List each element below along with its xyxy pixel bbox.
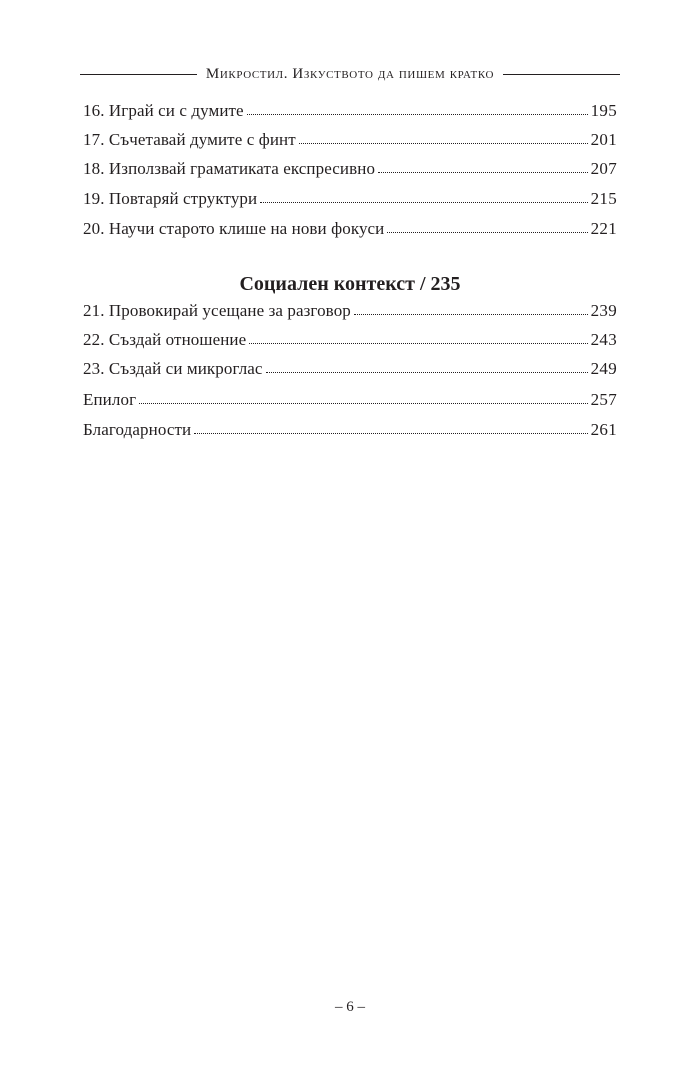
running-header-title: Микростил. Изкуството да пишем кратко: [205, 65, 495, 82]
dot-leader: [266, 368, 588, 373]
toc-entry-title: 21. Провокирай усещане за разговор: [83, 301, 351, 320]
toc-entry-page: 221: [590, 219, 617, 238]
toc-entry[interactable]: [83, 217, 617, 241]
toc-entry-title: 22. Създай отношение: [83, 330, 247, 349]
toc-entry[interactable]: [83, 157, 617, 181]
dot-leader: [378, 168, 588, 173]
dot-leader: [260, 198, 587, 203]
toc-entry-page: 249: [590, 359, 617, 378]
header-rule-right: [503, 74, 620, 75]
toc-entry-page: 257: [590, 390, 617, 409]
section-heading: Социален контекст / 235: [239, 273, 461, 295]
toc-entry[interactable]: [83, 328, 617, 352]
toc-entry-page: 215: [590, 189, 617, 208]
toc-entry-title: 23. Създай си микроглас: [83, 359, 263, 378]
toc-entry-title: Епилог: [83, 390, 137, 409]
dot-leader: [247, 110, 588, 115]
toc-entry[interactable]: [83, 187, 617, 211]
toc-entry-title: 19. Повтаряй структури: [83, 189, 258, 208]
toc-entry[interactable]: [83, 128, 617, 152]
toc-entry-page: 243: [590, 330, 617, 349]
dot-leader: [139, 399, 587, 404]
dot-leader: [299, 139, 588, 144]
toc-entry-title: 16. Играй си с думите: [83, 101, 244, 120]
header-rule-left: [80, 74, 197, 75]
toc-entry-page: 195: [590, 101, 617, 120]
dot-leader: [354, 310, 588, 315]
toc-entry[interactable]: [83, 99, 617, 123]
toc-entry[interactable]: [83, 357, 617, 381]
toc-entry-title: 17. Съчетавай думите с финт: [83, 130, 296, 149]
toc-entry[interactable]: [83, 388, 617, 412]
dot-leader: [249, 339, 587, 344]
toc-entry-page: 201: [590, 130, 617, 149]
dot-leader: [194, 429, 587, 434]
toc-entry-title: 20. Научи старото клише на нови фокуси: [83, 219, 385, 238]
toc-entry[interactable]: [83, 299, 617, 323]
toc-entry-page: 261: [590, 420, 617, 439]
page-number: – 6 –: [335, 999, 365, 1015]
toc-entry-title: 18. Използвай граматиката експресивно: [83, 159, 376, 178]
toc-entry[interactable]: [83, 418, 617, 442]
toc-entry-page: 239: [590, 301, 617, 320]
toc-entry-title: Благодарности: [83, 420, 192, 439]
dot-leader: [387, 228, 587, 233]
toc-entry-page: 207: [590, 159, 617, 178]
running-header: [80, 63, 620, 85]
